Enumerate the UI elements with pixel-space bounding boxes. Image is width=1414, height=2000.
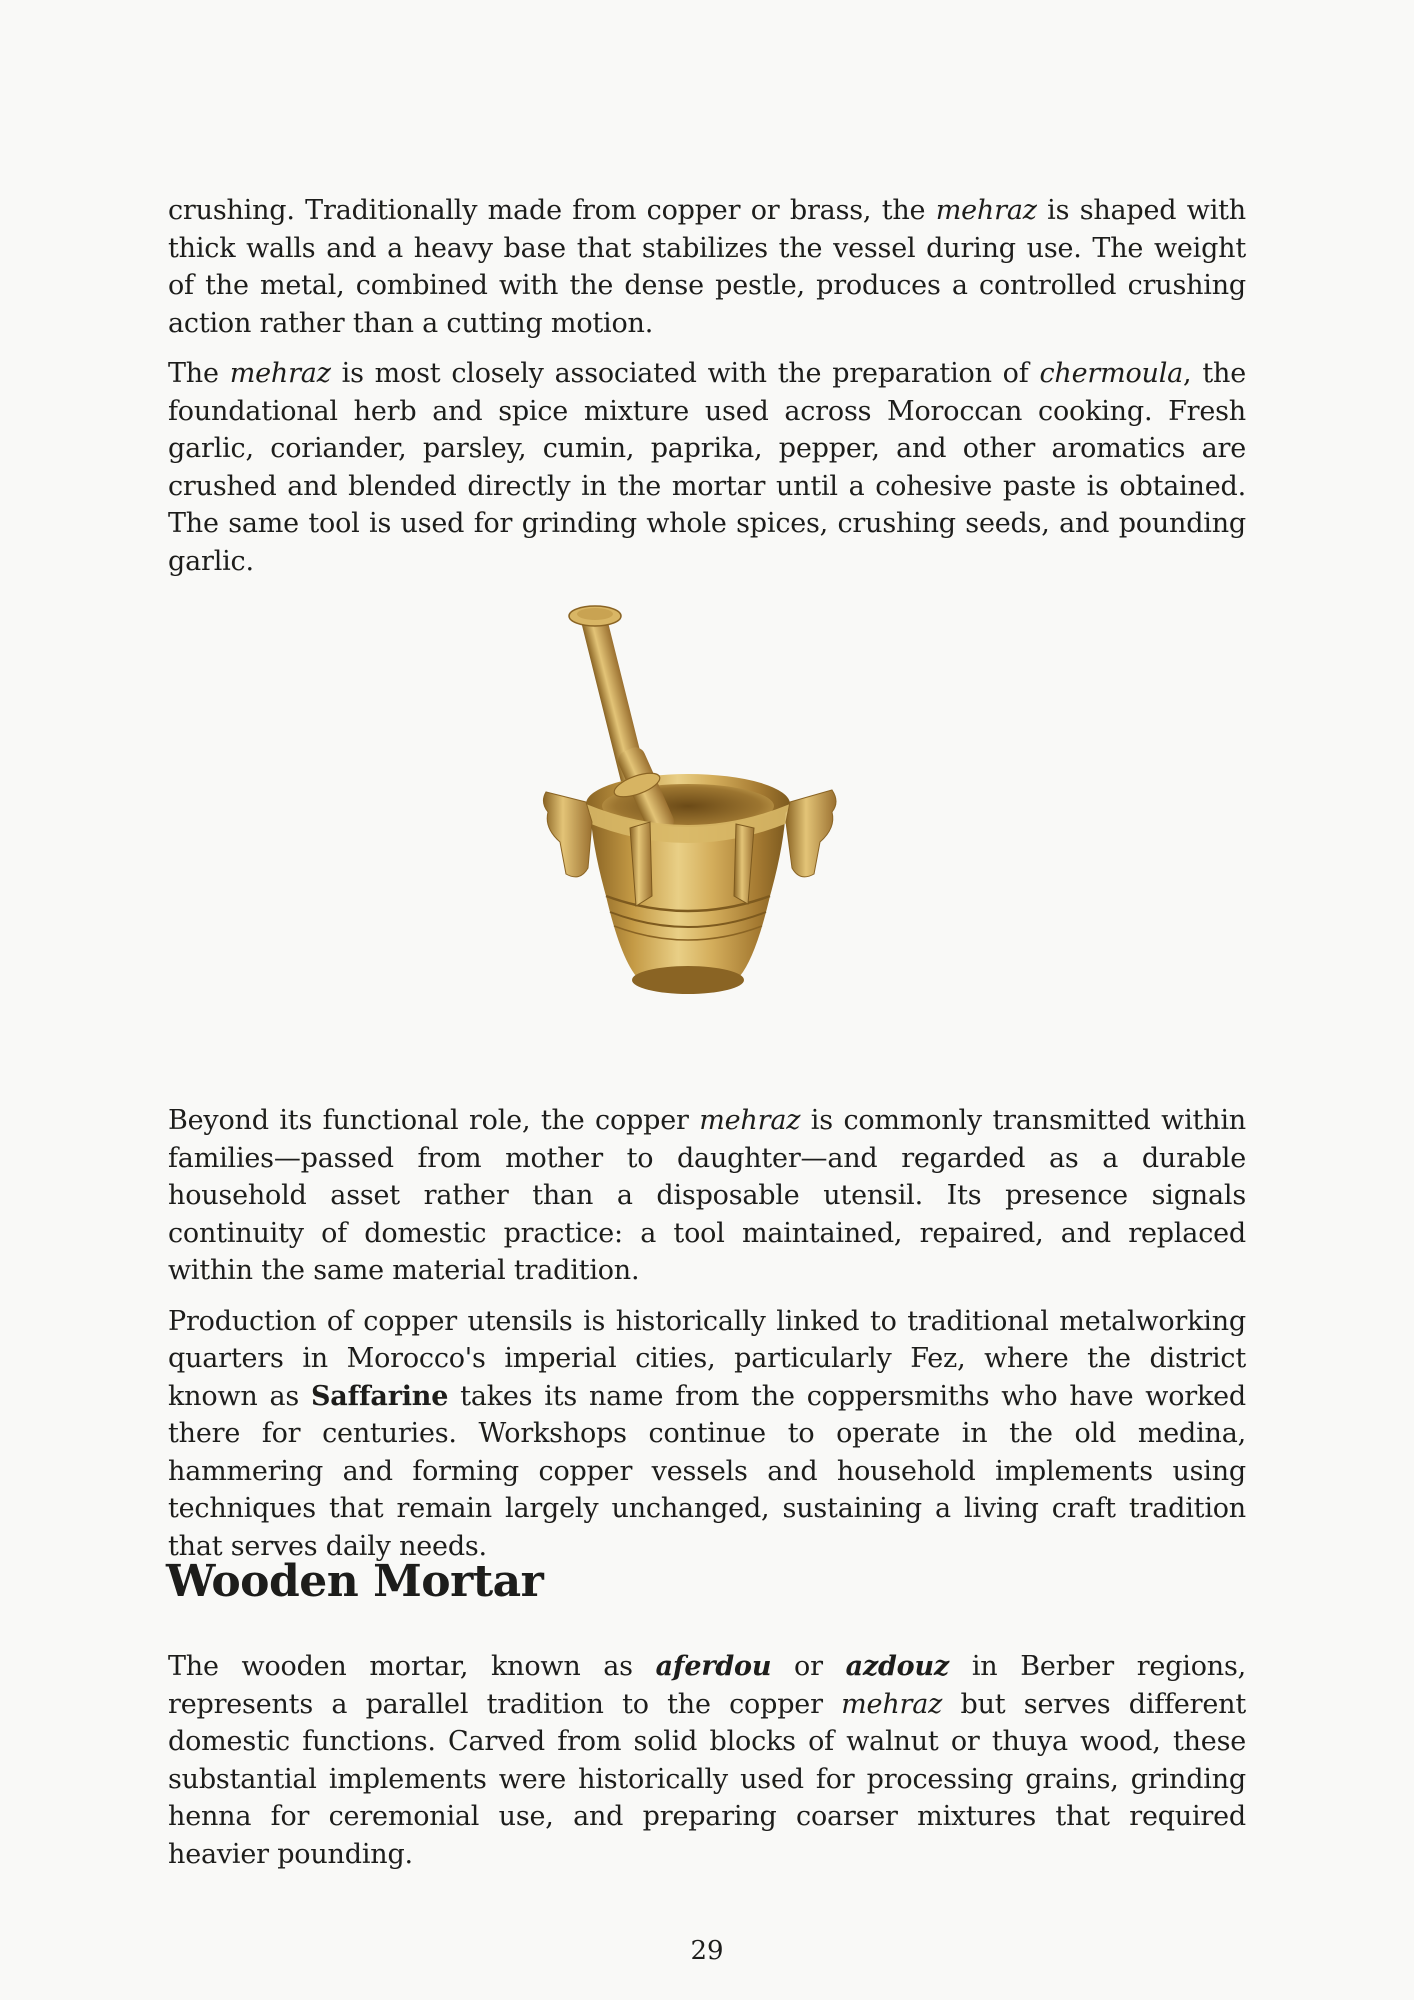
emphasized-term: Saffarine [311, 1380, 449, 1412]
page-number: 29 [690, 1936, 724, 1966]
emphasized-term: chermoula [1039, 358, 1184, 389]
middle-text-block [168, 1102, 1246, 1565]
emphasized-term: mehraz [699, 1105, 801, 1136]
text-run: or [771, 1651, 846, 1682]
top-text-block [168, 192, 1246, 580]
text-run: is most closely associated with the preparation of [330, 358, 1040, 389]
text-run: Production of copper utensils is historically linked to traditional metalworking quarters in Morocco's imperial cities, particularly Fez, where the district known as [168, 1305, 1246, 1412]
emphasized-term: azdouz [845, 1651, 950, 1682]
text-run: is commonly transmitted within families—passed from mother to daughter—and regarded as a durable household asset rather than a disposable utensil. Its presence signals continuity of domestic practice: a tool maintained, repaired, and replaced within the same material tradition. [168, 1105, 1246, 1286]
text-run: The wooden mortar, known as [168, 1651, 656, 1682]
paragraph [168, 355, 1246, 580]
brass-mortar-and-pestle-image [540, 596, 860, 1026]
bottom-text-block [168, 1648, 1246, 1873]
emphasized-term: mehraz [935, 195, 1037, 226]
section-heading: Wooden Mortar [166, 1556, 544, 1607]
text-run: is shaped with thick walls and a heavy base that stabilizes the vessel during use. The weight of the metal, combined with the dense pestle, produces a controlled crushing action rather than a cutting motion. [168, 195, 1246, 339]
text-run: The [168, 358, 230, 389]
text-run: , the foundational herb and spice mixture used across Moroccan cooking. Fresh garlic, coriander, parsley, cumin, paprika, pepper, and other aromatics are crushed and blended directly in the mortar until a cohesive paste is obtained. The same tool is used for grinding whole spices, crushing seeds, and pounding garlic. [168, 358, 1246, 577]
paragraph [168, 192, 1246, 342]
text-run: crushing. Traditionally made from copper or brass, the [168, 195, 936, 226]
text-run: in Berber regions, represents a parallel tradition to the copper [168, 1651, 1246, 1720]
emphasized-term: mehraz [229, 358, 331, 389]
paragraph [168, 1303, 1246, 1566]
paragraph [168, 1648, 1246, 1873]
paragraph [168, 1102, 1246, 1290]
text-run: but serves different domestic functions. Carved from solid blocks of walnut or thuya wood, these substantial implements were historically used for processing grains, grinding henna for ceremonial use, and preparing coarser mixtures that required heavier pounding. [168, 1688, 1246, 1870]
emphasized-term: aferdou [655, 1651, 772, 1682]
emphasized-term: mehraz [841, 1688, 943, 1720]
text-run: Beyond its functional role, the copper [168, 1105, 700, 1136]
text-run: takes its name from the coppersmiths who have worked there for centuries. Workshops continue to operate in the old medina, hammering and forming copper vessels and household implements using techniques that remain largely unchanged, sustaining a living craft tradition that serves daily needs. [168, 1380, 1247, 1562]
